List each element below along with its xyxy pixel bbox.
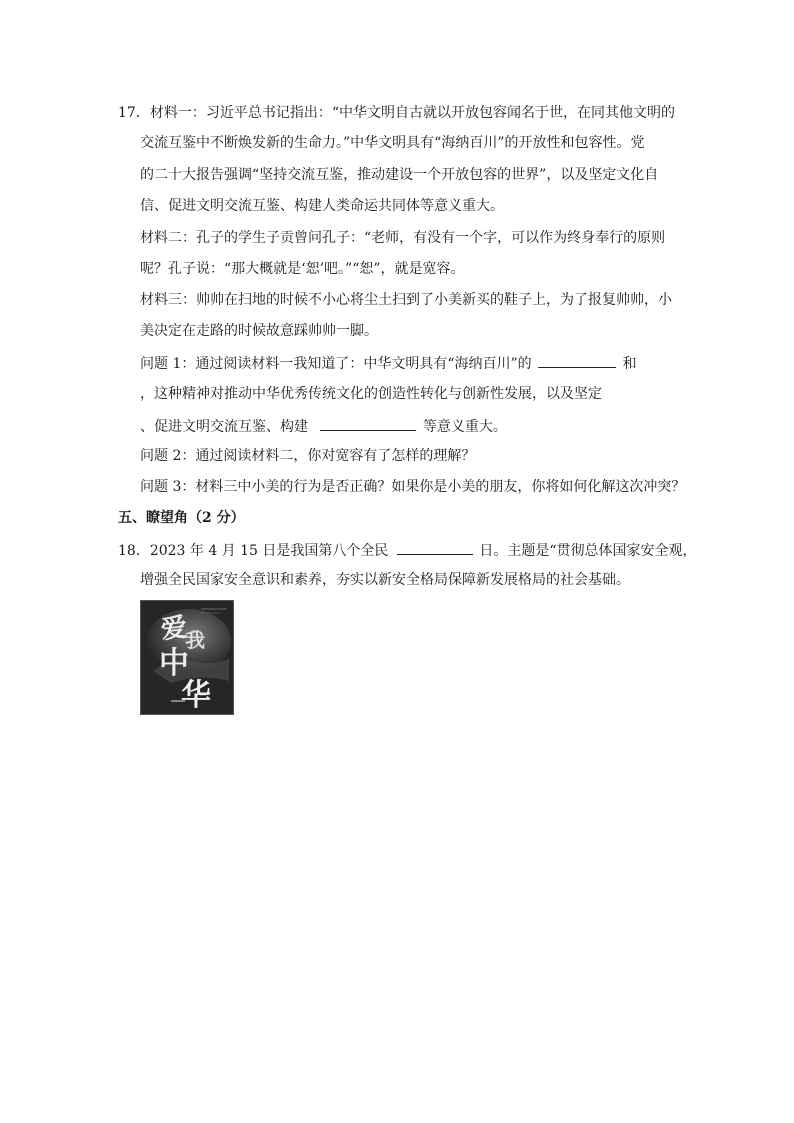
q17-line-4: 信、促进文明交流互鉴、构建人类命运共同体等意义重大。 — [140, 198, 504, 214]
question-1-text-a: 问题 1：通过阅读材料一我知道了：中华文明具有“海纳百川”的 — [140, 356, 532, 372]
q18-line-1 — [118, 540, 697, 560]
question-2: 问题 2：通过阅读材料二，你对宽容有了怎样的理解？ — [140, 448, 476, 464]
svg-text:中: 中 — [159, 646, 189, 681]
answer-blank-1[interactable] — [538, 353, 616, 368]
q18-text-a: 18．2023 年 4 月 15 日是我国第八个全民 — [118, 543, 389, 559]
svg-text:华: 华 — [181, 678, 211, 713]
material-2-line-2: 呢？孔子说：“那大概就是‘恕’吧。”“恕”，就是宽容。 — [140, 261, 465, 277]
poster-graphic — [141, 601, 233, 714]
answer-blank-3[interactable] — [397, 540, 473, 555]
q17-line-1: 17．材料一：习近平总书记指出：“中华文明自古就以开放包容闻名于世，在同其他文明的 — [118, 105, 675, 121]
svg-text:爱: 爱 — [159, 612, 189, 646]
question-1-text-b: 和 — [622, 356, 637, 372]
material-3-line-2: 美决定在走路的时候故意踩帅帅一脚。 — [140, 323, 378, 339]
question-1-line-2: ，这种精神对推动中华优秀传统文化的创造性转化与创新性发展，以及坚定 — [140, 386, 602, 402]
answer-blank-2[interactable] — [320, 416, 416, 431]
q18-text-b: 日。主题是“贯彻总体国家安全观， — [479, 543, 697, 559]
question-1-line-1 — [140, 353, 637, 373]
section-5-title: 五、瞭望角（2 分） — [118, 510, 245, 526]
svg-text:我: 我 — [185, 628, 205, 652]
material-3-line-1: 材料三：帅帅在扫地的时候不小心将尘土扫到了小美新买的鞋子上，为了报复帅帅，小 — [140, 292, 672, 308]
q17-line-3: 的二十大报告强调“坚持交流互鉴，推动建设一个开放包容的世界”，以及坚定文化自 — [140, 167, 659, 183]
material-2-line-1: 材料二：孔子的学生子贡曾问孔子：“老师，有没有一个字，可以作为终身奉行的原则 — [140, 230, 666, 246]
question-1-text-c: 、促进文明交流互鉴、构建 — [140, 419, 308, 435]
q17-line-2: 交流互鉴中不断焕发新的生命力。”中华文明具有“海纳百川”的开放性和包容性。党 — [140, 135, 645, 151]
question-1-text-d: 等意义重大。 — [422, 419, 507, 435]
question-1-line-3 — [140, 416, 507, 436]
question-3: 问题 3：材料三中小美的行为是否正确？如果你是小美的朋友，你将如何化解这次冲突？ — [140, 479, 686, 495]
national-security-poster-image — [140, 600, 234, 715]
q18-line-2: 增强全民国家安全意识和素养，夯实以新安全格局保障新发展格局的社会基础。 — [140, 572, 630, 588]
